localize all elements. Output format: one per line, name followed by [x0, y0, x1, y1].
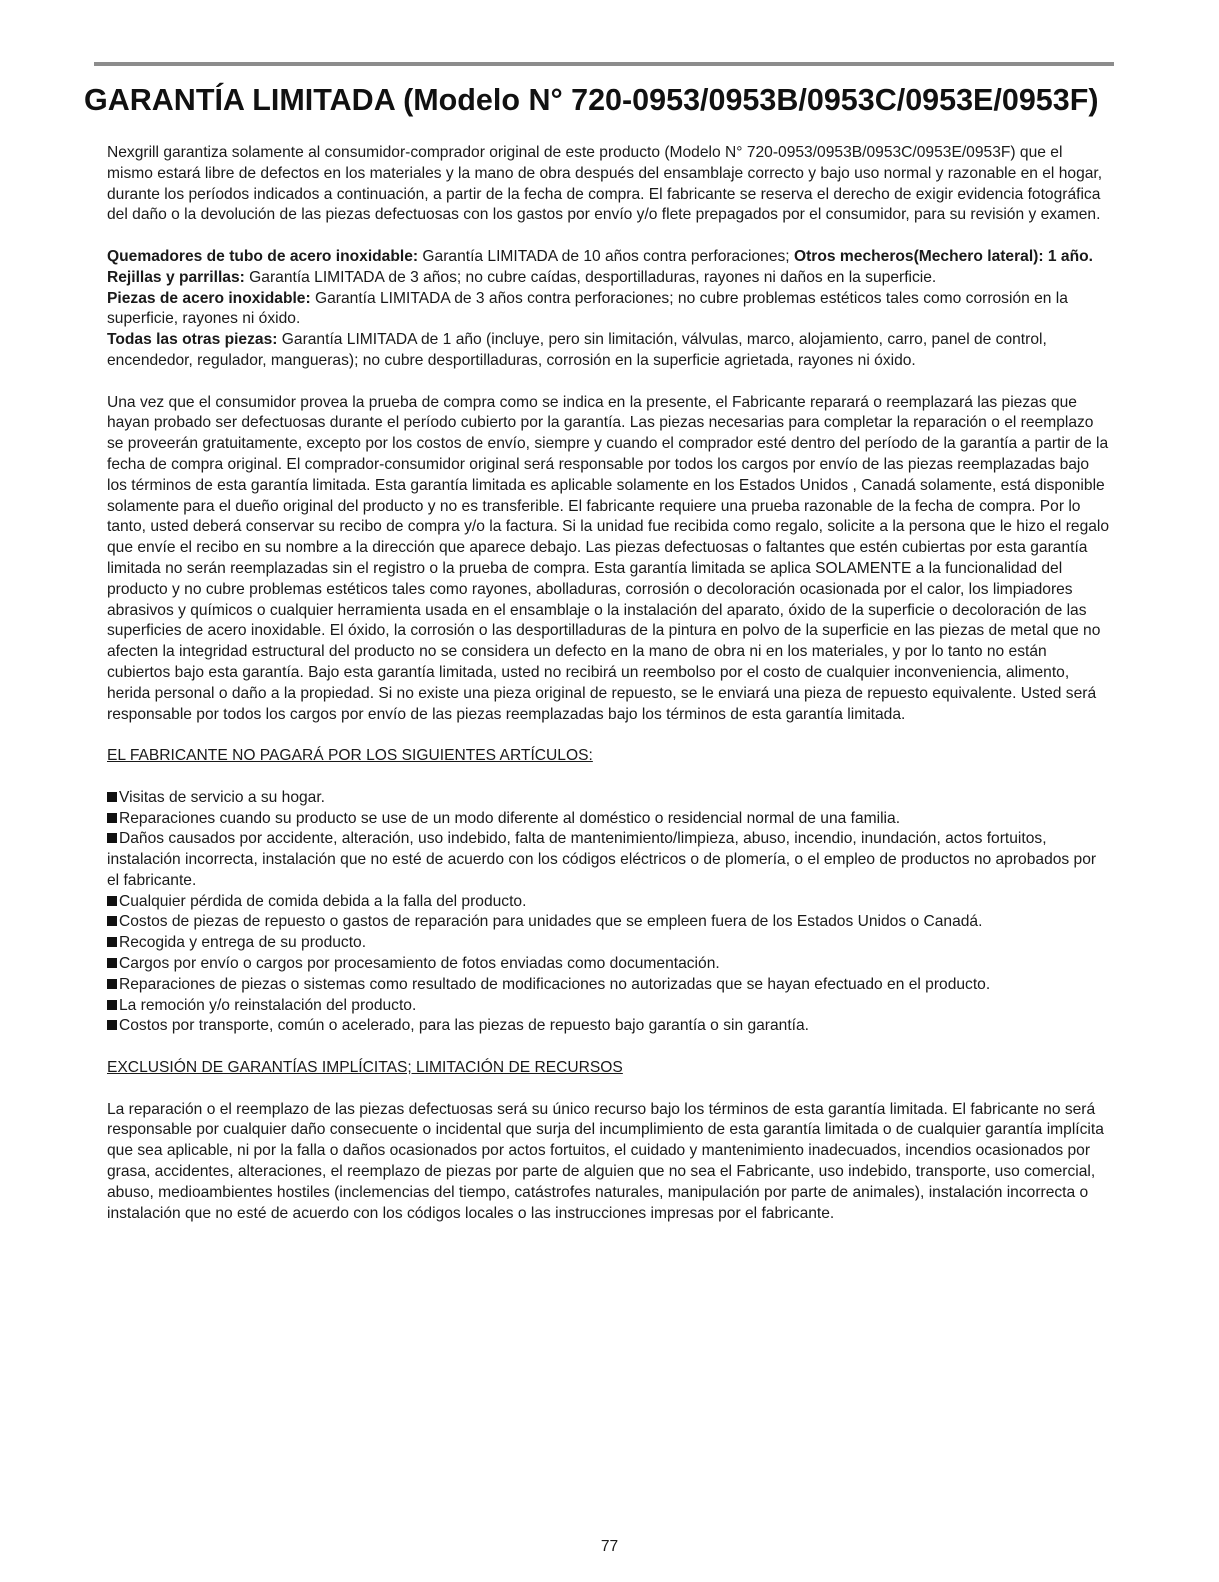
coverage-steel-text: Garantía LIMITADA de 3 años contra perforaciones; no cubre problemas estéticos tales como corrosión en la superficie, rayones ni óxido.: [107, 289, 1068, 328]
coverage-steel-label: Piezas de acero inoxidable:: [107, 289, 311, 307]
coverage-other-burners: Otros mecheros(Mechero lateral): 1 año.: [793, 247, 1093, 265]
coverage-grates-text: Garantía LIMITADA de 3 años; no cubre caídas, desportilladuras, rayones ni daños en la superficie.: [244, 268, 937, 286]
intro-paragraph: Nexgrill garantiza solamente al consumidor-comprador original de este producto (Modelo N° 720-0953/0953B/0953C/0953E/0953F) que el mismo estará libre de defectos en los materiales y la mano de obra después del ensamblaje correcto y bajo uso normal y razonable en el hogar, durante los períodos indicados a continuación, a partir de la fecha de compra. El fabricante se reserva el derecho de exigir evidencia fotográfica del daño o la devolución de las piezas defectuosas con los gastos por envío y/o flete prepagados por el consumidor, para su revisión y examen.: [107, 144, 1103, 224]
bullet-square-icon: [107, 1020, 117, 1030]
list-item: Recogida y entrega de su producto.: [107, 933, 1112, 954]
implied-warranties-paragraph: La reparación o el reemplazo de las piezas defectuosas será su único recurso bajo los términos de esta garantía limitada. El fabricante no será responsable por cualquier daño consecuente o incidental que surja del incumplimiento de esta garantía limitada o de cualquier garantía implícita que sea aplicable, ni por la falla o daños ocasionados por actos fortuitos, el cuidado y mantenimiento inadecuados, incendios ocasionados por grasa, accidentes, alteraciones, el reemplazo de piezas por parte de alguien que no sea el Fabricante, uso indebido, transporte, uso comercial, abuso, medioambientes hostiles (inclemencias del tiempo, catástrofes naturales, manipulación por parte de animales), instalación incorrecta o instalación que no esté de acuerdo con los códigos locales o las instrucciones impresas por el fabricante.: [107, 1100, 1104, 1222]
bullet-square-icon: [107, 833, 117, 843]
coverage-burners-label: Quemadores de tubo de acero inoxidable:: [107, 247, 419, 265]
coverage-other-text: Garantía LIMITADA de 1 año (incluye, pero sin limitación, válvulas, marco, alojamiento, carro, panel de control, encendedor, regulador, mangueras); no cubre desportilladuras, corrosión en la superficie agrietada, rayones ni óxido.: [107, 331, 1047, 369]
coverage-section: [107, 247, 1112, 372]
bullet-square-icon: [107, 792, 117, 802]
bullet-square-icon: [107, 813, 117, 823]
coverage-other-parts: [107, 330, 1112, 372]
bullet-square-icon: [107, 916, 117, 926]
coverage-burners-text: Garantía LIMITADA de 10 años contra perforaciones;: [418, 247, 794, 265]
list-item: Cargos por envío o cargos por procesamiento de fotos enviadas como documentación.: [107, 954, 1112, 975]
page-title: GARANTÍA LIMITADA (Modelo N° 720-0953/0953B/0953C/0953E/0953F): [84, 83, 1099, 117]
bullet-square-icon: [107, 1000, 117, 1010]
list-item: Cualquier pérdida de comida debida a la falla del producto.: [107, 892, 1112, 913]
bullet-square-icon: [107, 896, 117, 906]
bullet-square-icon: [107, 979, 117, 989]
implied-warranties-heading: EXCLUSIÓN DE GARANTÍAS IMPLÍCITAS; LIMITACIÓN DE RECURSOS: [107, 1059, 623, 1077]
list-item: Daños causados por accidente, alteración, uso indebido, falta de mantenimiento/limpieza, abuso, incendio, inundación, actos fortuitos, instalación incorrecta, instalación que no esté de acuerdo con los códigos eléctricos o de plomería, o el empleo de productos no aprobados por el fabricante.: [107, 830, 1097, 889]
bullet-square-icon: [107, 958, 117, 968]
list-item: Visitas de servicio a su hogar.: [107, 788, 1112, 809]
list-item: Reparaciones de piezas o sistemas como resultado de modificaciones no autorizadas que se hayan efectuado en el producto.: [107, 975, 1112, 996]
list-item: Reparaciones cuando su producto se use de un modo diferente al doméstico o residencial normal de una familia.: [107, 809, 1112, 830]
warranty-content: [107, 143, 1112, 1224]
coverage-grates-label: Rejillas y parrillas:: [107, 268, 245, 286]
list-item: Costos de piezas de repuesto o gastos de reparación para unidades que se empleen fuera de los Estados Unidos o Canadá.: [107, 912, 1112, 933]
list-item: Costos por transporte, común o acelerado, para las piezas de repuesto bajo garantía o sin garantía.: [107, 1016, 1112, 1037]
coverage-other-label: Todas las otras piezas:: [107, 331, 278, 349]
repair-paragraph: Una vez que el consumidor provea la prueba de compra como se indica en la presente, el Fabricante reparará o reemplazará las piezas que hayan probado ser defectuosas durante el período cubierto por la garantía. Las piezas necesarias para completar la reparación o el reemplazo se proveerán gratuitamente, excepto por los costos de envío, siempre y cuando el comprador esté dentro del período de la garantía a partir de la fecha de compra original. El comprador-consumidor original será responsable por todos los cargos por envío de las piezas reemplazadas bajo los términos de esta garantía limitada. Esta garantía limitada es aplicable solamente en los Estados Unidos , Canadá solamente, está disponible solamente para el dueño original del producto y no es transferible. El fabricante requiere una prueba razonable de la fecha de compra. Por lo tanto, usted deberá conservar su recibo de compra y/o la factura. Si la unidad fue recibida como regalo, solicite a la persona que le hizo el regalo que envíe el recibo en su nombre a la dirección que aparece debajo. Las piezas defectuosas o faltantes que estén cubiertas por esta garantía limitada no serán reemplazadas sin el registro o la prueba de compra. Esta garantía limitada se aplica SOLAMENTE a la funcionalidad del producto y no cubre problemas estéticos tales como rayones, abolladuras, corrosión o decoloración ocasionada por el calor, los limpiadores abrasivos y químicos o cualquier herramienta usada en el ensamblaje o la instalación del aparato, óxido de la superficie o decoloración de las superficies de acero inoxidable. El óxido, la corrosión o las desportilladuras de la pintura en polvo de la superficie en las piezas de metal que no afecten la integridad estructural del producto no se considera un defecto en la mano de obra ni en los materiales, y por lo tanto no están cubiertos bajo esta garantía. Bajo esta garantía limitada, usted no recibirá un reembolso por el costo de cualquier inconveniencia, alimento, herida personal o daño a la propiedad. Si no existe una pieza original de repuesto, se le enviará una pieza de repuesto equivalente. Usted será responsable por todos los cargos por envío de las piezas reemplazadas bajo los términos de esta garantía limitada.: [107, 393, 1110, 723]
exclusions-list: [107, 788, 1112, 1038]
coverage-burners: [107, 247, 1112, 268]
bullet-square-icon: [107, 937, 117, 947]
coverage-steel: [107, 289, 1112, 331]
coverage-grates: [107, 268, 1112, 289]
page-number: 77: [600, 1538, 619, 1555]
not-pay-heading: EL FABRICANTE NO PAGARÁ POR LOS SIGUIENTES ARTÍCULOS:: [107, 747, 593, 765]
list-item: La remoción y/o reinstalación del producto.: [107, 996, 1112, 1017]
top-divider: [94, 62, 1114, 66]
